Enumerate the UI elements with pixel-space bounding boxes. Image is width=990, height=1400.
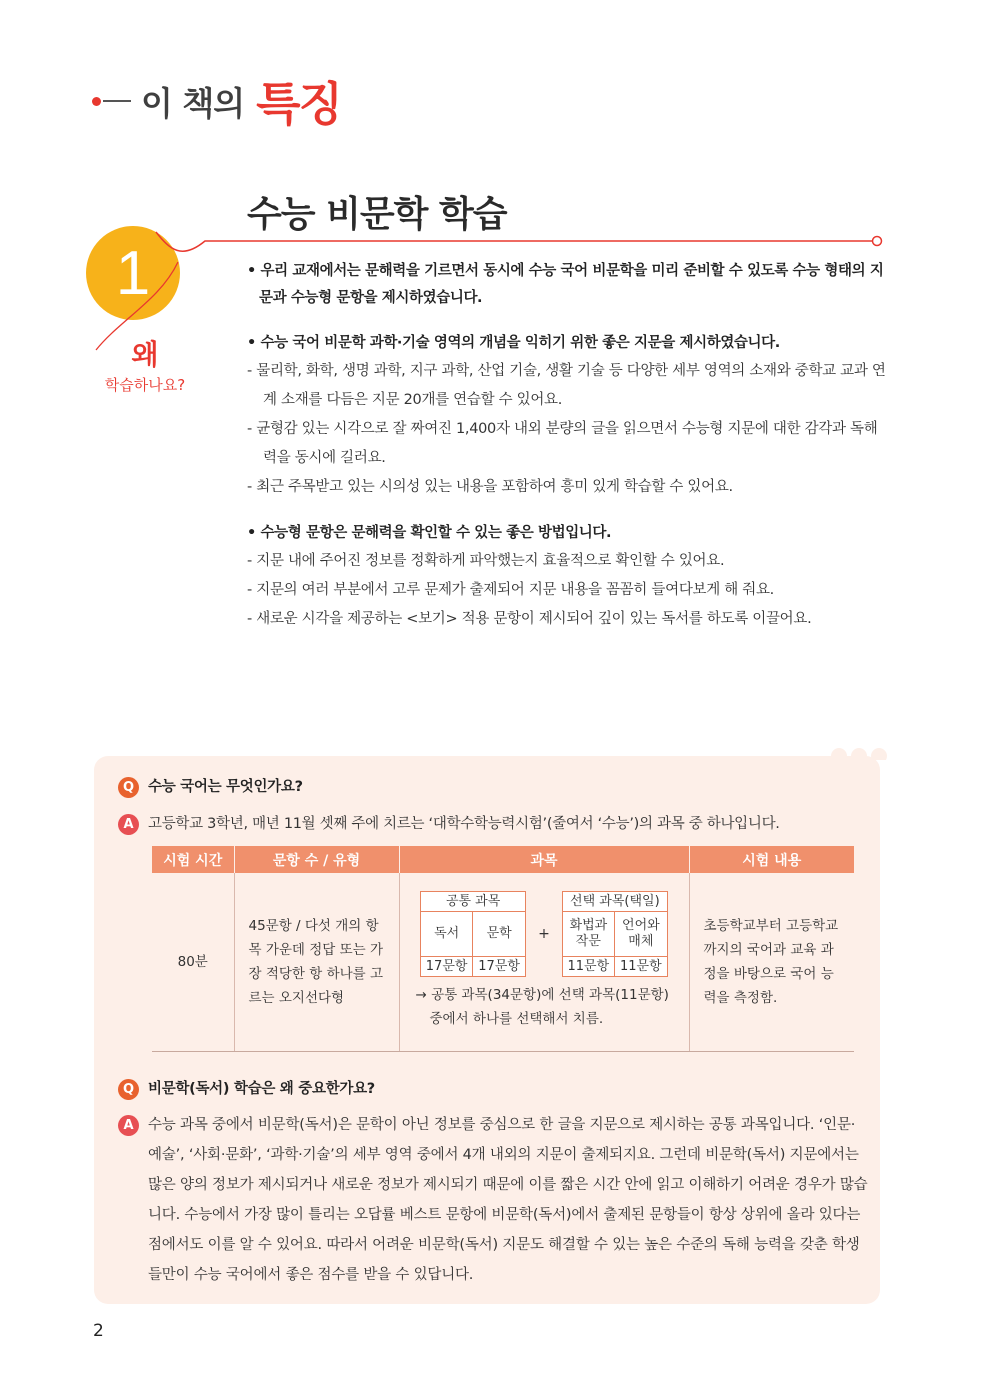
answer-text: 고등학교 3학년, 매년 11월 셋째 주에 치르는 ‘대학수학능력시험’(줄여서 ‘수능’)의 과목 중 하나입니다. bbox=[148, 816, 780, 832]
subject-count: 11문항 bbox=[615, 956, 667, 976]
subject-count: 17문항 bbox=[473, 956, 525, 976]
subject-grid bbox=[408, 891, 681, 977]
section-title: 수능 비문학 학습 bbox=[247, 194, 507, 235]
bullet-item: - 지문의 여러 부분에서 고루 문제가 출제되어 지문 내용을 꼼꼼히 들여다보게 해 줘요. bbox=[247, 582, 774, 598]
question-text: 수능 국어는 무엇인가요? bbox=[148, 779, 303, 795]
table-cell-subject bbox=[399, 873, 689, 1051]
table-cell-type: 45문항 / 다섯 개의 항목 가운데 정답 또는 가장 적당한 항 하나를 고르는 오지선다형 bbox=[234, 873, 399, 1051]
qa-box bbox=[94, 756, 880, 1304]
a-badge-icon: A bbox=[118, 1115, 139, 1136]
common-subject-label: 공통 과목 bbox=[421, 892, 525, 912]
page-number: 2 bbox=[93, 1321, 104, 1341]
bullet-heading: • 수능 국어 비문학 과학·기술 영역의 개념을 익히기 위한 좋은 지문을 제시하였습니다. bbox=[247, 335, 780, 351]
answer-2 bbox=[118, 1114, 868, 1290]
subject-count: 17문항 bbox=[421, 956, 473, 976]
header-highlight: 특징 bbox=[256, 77, 341, 131]
question-1 bbox=[118, 776, 303, 799]
a-badge-icon: A bbox=[118, 814, 139, 835]
common-subject-box bbox=[420, 891, 526, 977]
question-text: 비문학(독서) 학습은 왜 중요한가요? bbox=[148, 1081, 375, 1097]
connector-end-icon bbox=[873, 237, 882, 246]
subject-name: 문학 bbox=[486, 925, 512, 941]
bullet-group bbox=[247, 330, 887, 502]
header-prefix: 이 책의 bbox=[141, 83, 245, 123]
table-header: 시험 시간 bbox=[152, 846, 234, 873]
bullet-item: - 지문 내에 주어진 정보를 정확하게 파악했는지 효율적으로 확인할 수 있어요. bbox=[247, 553, 725, 569]
why-label bbox=[86, 338, 204, 395]
table-header: 문항 수 / 유형 bbox=[234, 846, 399, 873]
q-badge-icon: Q bbox=[118, 1079, 139, 1100]
bullet-item: - 최근 주목받고 있는 시의성 있는 내용을 포함하여 흥미 있게 학습할 수 있어요. bbox=[247, 479, 733, 495]
table-cell-content: 초등학교부터 고등학교까지의 국어과 교육 과정을 바탕으로 국어 능력을 측정함. bbox=[689, 873, 854, 1051]
why-title: 왜 bbox=[131, 338, 159, 371]
bullet-item: - 새로운 시각을 제공하는 <보기> 적용 문항이 제시되어 깊이 있는 독서를 하도록 이끌어요. bbox=[247, 611, 812, 627]
section-number: 1 bbox=[115, 238, 151, 308]
subject-note: → 공통 과목(34문항)에 선택 과목(11문항) 중에서 하나를 선택해서 치름. bbox=[415, 986, 669, 1027]
subject-name: 독서 bbox=[421, 912, 473, 956]
elective-subject-label: 선택 과목(택일) bbox=[563, 892, 667, 912]
subject-name: 화법과 작문 bbox=[563, 912, 615, 956]
table-row bbox=[152, 873, 854, 1051]
answer-1 bbox=[118, 813, 780, 836]
table-header: 시험 내용 bbox=[689, 846, 854, 873]
question-2 bbox=[118, 1078, 375, 1101]
why-subtitle: 학습하나요? bbox=[104, 376, 186, 394]
subject-name: 언어와 매체 bbox=[622, 917, 660, 949]
box-bumps-decoration bbox=[831, 744, 887, 760]
bullet-group bbox=[247, 258, 887, 312]
table-header-row bbox=[152, 846, 854, 873]
elective-subject-box bbox=[562, 891, 668, 977]
bullet-item: - 균형감 있는 시각으로 잘 짜여진 1,400자 내외 분량의 글을 읽으면서 수능형 지문에 대한 감각과 독해력을 동시에 길러요. bbox=[247, 421, 878, 466]
q-badge-icon: Q bbox=[118, 777, 139, 798]
subject-count: 11문항 bbox=[563, 956, 615, 976]
bullet-item: - 물리학, 화학, 생명 과학, 지구 과학, 산업 기술, 생활 기술 등 다양한 세부 영역의 소재와 중학교 교과 연계 소재를 다듬은 지문 20개를 연습할 수 있어요. bbox=[247, 363, 886, 408]
bullet-heading: • 수능형 문항은 문해력을 확인할 수 있는 좋은 방법입니다. bbox=[247, 525, 612, 541]
answer-text: 수능 과목 중에서 비문학(독서)은 문학이 아닌 정보를 중심으로 한 글을 지문으로 제시하는 공통 과목입니다. ‘인문·예술’, ‘사회·문화’, ‘과학·기술’의 세부 영역 중에서 4개 내외의 지문이 출제되지요. 그런데 비문학(독서) 지문에서는 많은 양의 정보가 제시되거나 새로운 정보가 제시되기 때문에 이를 짧은 시간 안에 읽고 이해하기 어려운 경우가 많습니다. 수능에서 가장 많이 틀리는 오답률 베스트 문항에 비문학(독서)에서 출제된 문항들이 항상 상위에 올라 있다는 점에서도 이를 알 수 있어요. 따라서 어려운 비문학(독서) 지문도 해결할 수 있는 높은 수준의 독해 능력을 갖춘 학생들만이 수능 국어에서 좋은 점수를 받을 수 있답니다. bbox=[148, 1117, 868, 1283]
plus-sign: + bbox=[538, 925, 550, 942]
bullet-heading: • 우리 교재에서는 문해력을 기르면서 동시에 수능 국어 비문학을 미리 준비할 수 있도록 수능 형태의 지문과 수능형 문항을 제시하였습니다. bbox=[247, 263, 884, 306]
section-body bbox=[247, 258, 887, 652]
table-cell-time: 80분 bbox=[152, 873, 234, 1051]
exam-info-table bbox=[152, 846, 854, 1052]
bullet-group bbox=[247, 520, 887, 634]
table-header: 과목 bbox=[399, 846, 689, 873]
